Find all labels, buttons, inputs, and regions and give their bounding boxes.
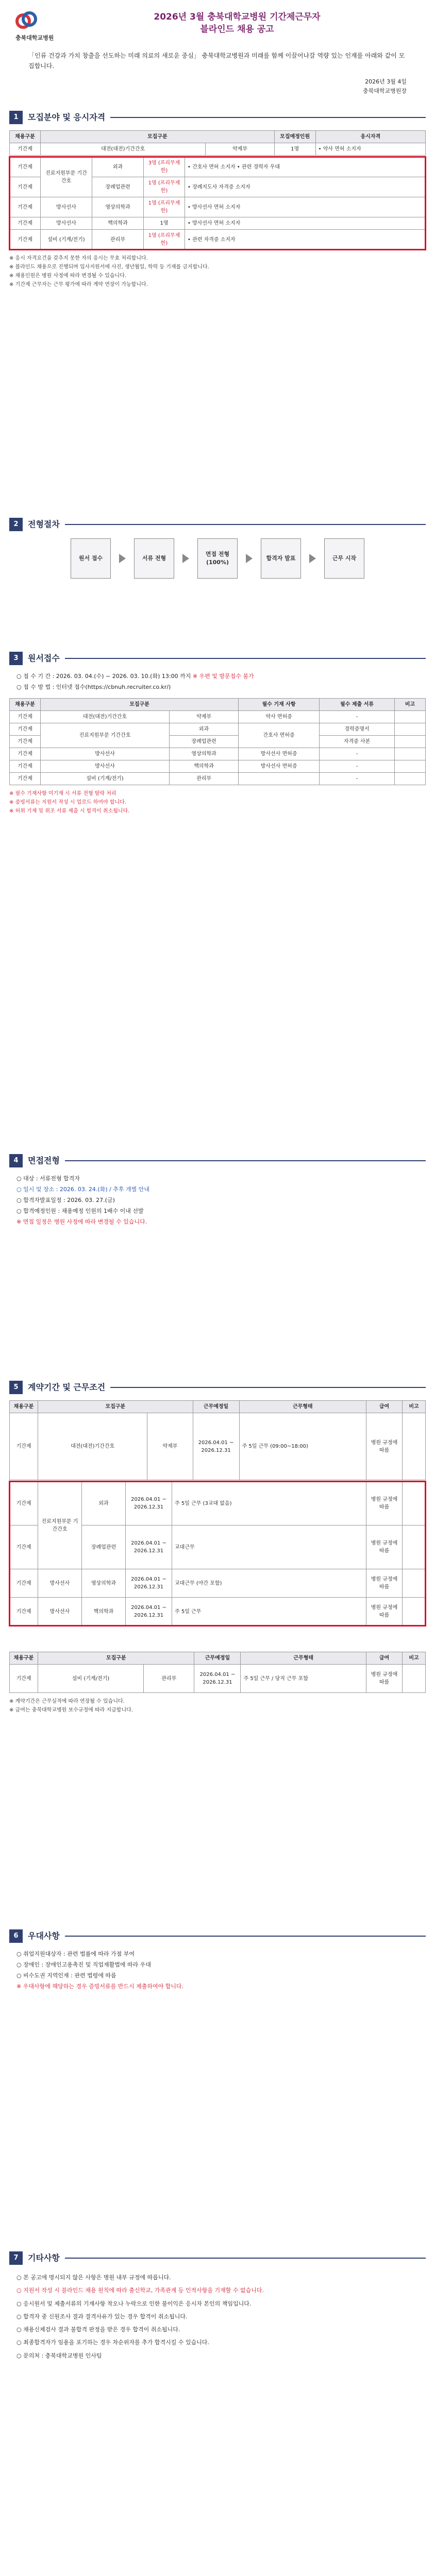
cell: 핵의학과 bbox=[170, 760, 239, 772]
cell bbox=[403, 1526, 426, 1569]
table-row bbox=[10, 772, 426, 785]
section-number: 4 bbox=[9, 1154, 23, 1167]
table-row bbox=[10, 157, 426, 177]
section-divider bbox=[65, 658, 426, 659]
item-text: 대상 : 서류전형 합격자 bbox=[23, 1175, 80, 1182]
cell: 간호사 면허증 bbox=[239, 723, 320, 748]
arrow-right-icon bbox=[119, 554, 126, 563]
section-number: 5 bbox=[9, 1381, 23, 1394]
th: 급여 bbox=[366, 1401, 403, 1413]
intro-text: 「인류 건강과 가치 창출을 선도하는 미래 의료의 새로운 중심」 충북대학교병원과 미래를 함께 이끌어나갈 역량 있는 인재를 아래와 같이 모집합니다. bbox=[28, 52, 405, 70]
recruitment-table-highlight bbox=[9, 157, 426, 250]
cell: 기간제 bbox=[10, 143, 41, 156]
cell: 핵의학과 bbox=[92, 217, 144, 230]
list-item: ○ 문의처 : 충북대학교병원 인사팀 bbox=[16, 2352, 102, 2359]
cell: 2026.04.01 ~ 2026.12.31 bbox=[126, 1569, 172, 1598]
cell: • 방사선사 면허 소지자 bbox=[185, 217, 426, 230]
table-row bbox=[10, 1413, 426, 1480]
contract-table bbox=[9, 1400, 426, 1480]
section-header bbox=[9, 652, 426, 665]
cell: 방사선사 bbox=[41, 760, 170, 772]
section-process bbox=[9, 518, 426, 579]
cell: 장례업관련 bbox=[82, 1526, 126, 1569]
process-step: 서류 전형 bbox=[134, 538, 174, 579]
cell: 기간제 bbox=[10, 177, 41, 197]
cell: 영상의학과 bbox=[82, 1569, 126, 1598]
process-step: 근무 시작 bbox=[324, 538, 364, 579]
list-item: ○ 합격예정인원 : 채용예정 인원의 1배수 이내 선발 bbox=[16, 1207, 144, 1214]
cell: 교대근무 bbox=[172, 1526, 366, 1569]
item-text: 지원서 작성 시 블라인드 채용 원칙에 따라 출신학교, 가족관계 등 인적사항을 기재할 수 없습니다. bbox=[23, 2287, 264, 2294]
note-line: ※ 블라인드 채용으로 진행되며 입사지원서에 사진, 생년월일, 학력 등 기재를 금지합니다. bbox=[9, 264, 209, 270]
cell: - bbox=[320, 772, 395, 785]
th: 채용구분 bbox=[10, 1401, 38, 1413]
recruitment-table bbox=[9, 130, 426, 156]
th: 응시자격 bbox=[315, 131, 425, 143]
cell: 기간제 bbox=[10, 735, 41, 748]
th: 채용구분 bbox=[10, 131, 41, 143]
cell: • 관련 자격증 소지자 bbox=[185, 230, 426, 250]
cell: 기간제 bbox=[10, 1526, 38, 1569]
section-title: 원서접수 bbox=[28, 653, 60, 663]
method-text: 접 수 방 법 : 인터넷 접수(https://cbnuh.recruiter.co.kr/) bbox=[23, 683, 171, 690]
section-number: 6 bbox=[9, 1929, 23, 1943]
cell: 1명 (프리무제한) bbox=[144, 177, 185, 197]
table-row bbox=[10, 710, 426, 723]
list-item: ○ 지원서 작성 시 블라인드 채용 원칙에 따라 출신학교, 가족관계 등 인적사항을 기재할 수 없습니다. bbox=[16, 2287, 264, 2294]
misc-info bbox=[9, 2271, 426, 2362]
cell: • 장례지도사 자격증 소지자 bbox=[185, 177, 426, 197]
section-title: 계약기간 및 근무조건 bbox=[28, 1382, 106, 1392]
section-divider bbox=[110, 117, 426, 118]
cell bbox=[403, 1665, 426, 1693]
th: 급여 bbox=[366, 1652, 403, 1665]
table-row bbox=[10, 143, 426, 156]
section-divider bbox=[110, 1387, 426, 1388]
cell: 기간제 bbox=[10, 760, 41, 772]
arrow-right-icon bbox=[182, 554, 189, 563]
cell: • 방사선사 면허 소지자 bbox=[185, 197, 426, 217]
list-item: ○ 최종합격자가 임용을 포기하는 경우 차순위자를 추가 합격시킬 수 있습니다. bbox=[16, 2339, 209, 2346]
section-header bbox=[9, 111, 426, 124]
process-flow bbox=[9, 538, 426, 579]
section-header bbox=[9, 518, 426, 531]
th: 필수 제출 서류 bbox=[320, 698, 395, 710]
announcement-date-block bbox=[363, 77, 407, 95]
list-item: ○ 합격자발표일정 : 2026. 03. 27.(금) bbox=[16, 1196, 115, 1204]
section-recruitment bbox=[9, 111, 426, 289]
cell: 장례업관련 bbox=[170, 735, 239, 748]
item-text: 장애인 : 장애인고용촉진 및 직업재활법에 따라 우대 bbox=[23, 1961, 151, 1968]
cell: 2026.04.01 ~ 2026.12.31 bbox=[194, 1665, 241, 1693]
cell: 경력증명서 bbox=[320, 723, 395, 735]
note-line: ※ 급여는 충북대학교병원 보수규정에 따라 지급합니다. bbox=[9, 1707, 133, 1713]
cell: 교대근무 (야간 포함) bbox=[172, 1569, 366, 1598]
cell: 방사선사 bbox=[41, 197, 92, 217]
cell: 병원 규정에 따름 bbox=[366, 1598, 403, 1626]
list-item: ○ 장애인 : 장애인고용촉진 및 직업재활법에 따라 우대 bbox=[16, 1961, 151, 1968]
section-divider bbox=[65, 1160, 426, 1161]
th: 채용구분 bbox=[10, 1652, 38, 1665]
table-row bbox=[10, 1598, 426, 1626]
cell: 관리부 bbox=[144, 1665, 194, 1693]
cell: 2026.04.01 ~ 2026.12.31 bbox=[126, 1598, 172, 1626]
cell: 관리부 bbox=[170, 772, 239, 785]
cell: 관리부 bbox=[92, 230, 144, 250]
item-text: 취업지원대상자 : 관련 법률에 따라 가점 부여 bbox=[23, 1951, 135, 1957]
cell: 1명 bbox=[274, 143, 315, 156]
table-row bbox=[10, 723, 426, 735]
table-row bbox=[10, 1482, 426, 1526]
cell: 1명 bbox=[144, 217, 185, 230]
cell bbox=[403, 1569, 426, 1598]
process-step: 원서 접수 bbox=[71, 538, 111, 579]
cell: 방사선사 면허증 bbox=[239, 760, 320, 772]
title-line-2: 블라인드 채용 공고 bbox=[200, 24, 274, 35]
cell bbox=[395, 735, 426, 748]
cell: 기간제 bbox=[10, 772, 41, 785]
th: 비고 bbox=[403, 1652, 426, 1665]
item-text: 응시원서 및 제출서류의 기재사항 착오나 누락으로 인한 불이익은 응시자 본인의 책임입니다. bbox=[23, 2300, 252, 2307]
th: 모집구분 bbox=[41, 131, 275, 143]
section-title: 전형절차 bbox=[28, 519, 60, 529]
cell: 병원 규정에 따름 bbox=[366, 1526, 403, 1569]
section-header bbox=[9, 2251, 426, 2265]
note-line: ※ 응시 자격요건을 갖추지 못한 자의 응시는 무효 처리합니다. bbox=[9, 256, 148, 261]
cell: 기간제 bbox=[10, 1413, 38, 1480]
table-row bbox=[10, 230, 426, 250]
section-interview bbox=[9, 1154, 426, 1227]
cell: 1명 (프리무제한) bbox=[144, 197, 185, 217]
th: 근무예정일 bbox=[193, 1401, 239, 1413]
cell: 기간제 bbox=[10, 1665, 38, 1693]
cell bbox=[395, 748, 426, 760]
interview-info bbox=[9, 1174, 426, 1227]
period-text: 접 수 기 간 : 2026. 03. 04.(수) ~ 2026. 03. 10.(화) 13:00 까지 bbox=[23, 673, 191, 680]
section-title: 우대사항 bbox=[28, 1931, 60, 1941]
section-number: 1 bbox=[9, 111, 23, 124]
announcement-date: 2026년 3월 4일 bbox=[365, 78, 407, 85]
red-note: ※ 우대사항에 해당하는 경우 증빙서류를 반드시 제출하여야 합니다. bbox=[16, 1982, 184, 1990]
cell: 약제부 bbox=[206, 143, 274, 156]
list-item: ○ 일시 및 장소 : 2026. 03. 24.(화) / 추후 개별 안내 bbox=[16, 1185, 150, 1193]
cell: 장례업관련 bbox=[92, 177, 144, 197]
cell: 기간제 bbox=[10, 217, 41, 230]
cell: 진료지원부문 기간간호 bbox=[41, 723, 170, 748]
cell: 2026.04.01 ~ 2026.12.31 bbox=[126, 1526, 172, 1569]
cell: 1명 (프리무제한) bbox=[144, 230, 185, 250]
cell: 대전(대전)기간간호 bbox=[38, 1413, 147, 1480]
th: 모집예정인원 bbox=[274, 131, 315, 143]
cell: 핵의학과 bbox=[82, 1598, 126, 1626]
cell: 설비 (기계/전기) bbox=[41, 772, 170, 785]
cell: 외과 bbox=[170, 723, 239, 735]
recruitment-notes bbox=[9, 254, 426, 289]
section-title: 면접전형 bbox=[28, 1156, 60, 1165]
cell bbox=[395, 710, 426, 723]
cell: • 간호사 면허 소지자 • 관련 경력자 우대 bbox=[185, 157, 426, 177]
cell: 주 5일 근무 / 당직 근무 포함 bbox=[241, 1665, 366, 1693]
note-line: ※ 허위 기재 및 위조 서류 제출 시 합격이 취소됩니다. bbox=[9, 808, 130, 814]
list-item: ○ 합격자 중 신원조사 결과 결격사유가 있는 경우 합격이 취소됩니다. bbox=[16, 2313, 188, 2320]
item-text: 문의처 : 충북대학교병원 인사팀 bbox=[23, 2352, 102, 2359]
preference-info bbox=[9, 1949, 426, 1992]
cell bbox=[403, 1598, 426, 1626]
cell: 기간제 bbox=[10, 1482, 38, 1526]
announcement-org: 충북대학교병원장 bbox=[362, 87, 407, 94]
item-text: 합격자 중 신원조사 결과 결격사유가 있는 경우 합격이 취소됩니다. bbox=[23, 2313, 188, 2320]
table-row bbox=[10, 1569, 426, 1598]
application-method: ○ 접 수 방 법 : 인터넷 접수(https://cbnuh.recruiter.co.kr/) bbox=[16, 683, 171, 690]
cell: 약제부 bbox=[147, 1413, 193, 1480]
th: 비고 bbox=[395, 698, 426, 710]
cell: 대전(대전)기간간호 bbox=[41, 143, 206, 156]
section-number: 3 bbox=[9, 652, 23, 665]
application-notes bbox=[9, 789, 426, 816]
cell bbox=[395, 760, 426, 772]
table-row bbox=[10, 197, 426, 217]
section-header bbox=[9, 1154, 426, 1167]
table-row bbox=[10, 760, 426, 772]
cell: 영상의학과 bbox=[92, 197, 144, 217]
cell: 약제부 bbox=[170, 710, 239, 723]
cell bbox=[403, 1413, 426, 1480]
note-line: ※ 기간제 근무자는 근무 평가에 따라 계약 연장이 가능합니다. bbox=[9, 282, 148, 287]
th: 필수 기재 사항 bbox=[239, 698, 320, 710]
page-title bbox=[139, 11, 335, 36]
cell: - bbox=[320, 710, 395, 723]
note-line: ※ 필수 기재사항 미기재 시 서류 전형 탈락 처리 bbox=[9, 790, 116, 796]
th: 비고 bbox=[403, 1401, 426, 1413]
cell: 방사선사 bbox=[41, 217, 92, 230]
cell: 기간제 bbox=[10, 748, 41, 760]
cell: 병원 규정에 따름 bbox=[366, 1482, 403, 1526]
cell: 병원 규정에 따름 bbox=[366, 1413, 403, 1480]
item-text: 채용신체검사 결과 불합격 판정을 받은 경우 합격이 취소됩니다. bbox=[23, 2326, 180, 2333]
cell: 영상의학과 bbox=[170, 748, 239, 760]
cell: 기간제 bbox=[10, 1598, 38, 1626]
cell: 기간제 bbox=[10, 197, 41, 217]
cell: 방사선사 면허증 bbox=[239, 748, 320, 760]
section-misc bbox=[9, 2251, 426, 2362]
table-row bbox=[10, 217, 426, 230]
red-note: ※ 면접 일정은 병원 사정에 따라 변경될 수 있습니다. bbox=[16, 1218, 147, 1225]
cell: 외과 bbox=[92, 157, 144, 177]
logo-text: 충북대학교병원 bbox=[15, 35, 54, 41]
th: 채용구분 bbox=[10, 698, 41, 710]
cell: 기간제 bbox=[10, 157, 41, 177]
cell: 기간제 bbox=[10, 723, 41, 735]
cell bbox=[395, 772, 426, 785]
cell: 주 5일 근무 bbox=[172, 1598, 366, 1626]
list-item: ○ 대상 : 서류전형 합격자 bbox=[16, 1175, 80, 1182]
list-item: ○ 채용신체검사 결과 불합격 판정을 받은 경우 합격이 취소됩니다. bbox=[16, 2326, 180, 2333]
table-row bbox=[10, 1665, 426, 1693]
item-text: 비수도권 지역인재 : 관련 법령에 따름 bbox=[23, 1972, 116, 1979]
cell: • 약사 면허 소지자 bbox=[315, 143, 425, 156]
cell: 병원 규정에 따름 bbox=[366, 1569, 403, 1598]
hospital-logo bbox=[15, 10, 82, 43]
list-item: ○ 응시원서 및 제출서류의 기재사항 착오나 누락으로 인한 불이익은 응시자 본인의 책임입니다. bbox=[16, 2300, 252, 2307]
list-item: ○ 취업지원대상자 : 관련 법률에 따라 가점 부여 bbox=[16, 1951, 135, 1957]
cell: 외과 bbox=[82, 1482, 126, 1526]
cell bbox=[239, 772, 320, 785]
cell: 주 5일 근무 (3교대 없음) bbox=[172, 1482, 366, 1526]
item-text: 합격자발표일정 : 2026. 03. 27.(금) bbox=[23, 1196, 115, 1204]
cell: 자격증 사본 bbox=[320, 735, 395, 748]
red-note: ※ 우편 및 방문접수 불가 bbox=[192, 673, 254, 680]
title-line-1: 2026년 3월 충북대학교병원 기간제근무자 bbox=[154, 12, 321, 22]
cell: 2026.04.01 ~ 2026.12.31 bbox=[193, 1413, 239, 1480]
cell: 3명 (프리무제한) bbox=[144, 157, 185, 177]
process-step: 면접 전형 (100%) bbox=[197, 538, 238, 579]
cell bbox=[403, 1482, 426, 1526]
section-application bbox=[9, 652, 426, 816]
contract-table-highlight bbox=[9, 1481, 426, 1626]
cell: 2026.04.01 ~ 2026.12.31 bbox=[126, 1482, 172, 1526]
cell: 약사 면허증 bbox=[239, 710, 320, 723]
table-row bbox=[10, 748, 426, 760]
item-text: 일시 및 장소 : 2026. 03. 24.(화) / 추후 개별 안내 bbox=[23, 1185, 150, 1193]
cell: 설비 (기계/전기) bbox=[41, 230, 92, 250]
application-period: ○ 접 수 기 간 : 2026. 03. 04.(수) ~ 2026. 03. 10.(화) 13:00 까지 ※ 우편 및 방문접수 불가 bbox=[16, 673, 254, 680]
th: 근무예정일 bbox=[194, 1652, 241, 1665]
note-line: ※ 채용인원은 병원 사정에 따라 변경될 수 있습니다. bbox=[9, 273, 127, 279]
cell: 진료지원부문 기간간호 bbox=[38, 1482, 82, 1569]
arrow-right-icon bbox=[246, 554, 253, 563]
section-number: 7 bbox=[9, 2251, 23, 2265]
logo-mark-icon bbox=[15, 10, 38, 33]
cell: 기간제 bbox=[10, 1569, 38, 1598]
list-item: ○ 비수도권 지역인재 : 관련 법령에 따름 bbox=[16, 1972, 116, 1979]
list-item: ○ 본 공고에 명시되지 않은 사항은 병원 내부 규정에 따릅니다. bbox=[16, 2274, 171, 2281]
section-header bbox=[9, 1929, 426, 1943]
cell bbox=[395, 723, 426, 735]
th: 모집구분 bbox=[38, 1401, 193, 1413]
note-line: ※ 계약기간은 근무실적에 따라 연장될 수 있습니다. bbox=[9, 1699, 125, 1704]
contract-notes bbox=[9, 1697, 426, 1715]
item-text: 최종합격자가 임용을 포기하는 경우 차순위자를 추가 합격시킬 수 있습니다. bbox=[23, 2339, 209, 2346]
th: 모집구분 bbox=[41, 698, 239, 710]
cell: 진료지원부문 기간간호 bbox=[41, 157, 92, 197]
cell: 설비 (기계/전기) bbox=[38, 1665, 144, 1693]
item-text: 합격예정인원 : 채용예정 인원의 1배수 이내 선발 bbox=[23, 1207, 144, 1214]
cell: 기간제 bbox=[10, 710, 41, 723]
section-contract bbox=[9, 1381, 426, 1715]
section-title: 모집분야 및 응시자격 bbox=[28, 112, 106, 122]
section-divider bbox=[65, 2258, 426, 2259]
section-header bbox=[9, 1381, 426, 1394]
cell: 방사선사 bbox=[38, 1569, 82, 1598]
cell: 주 5일 근무 (09:00~18:00) bbox=[239, 1413, 366, 1480]
section-title: 기타사항 bbox=[28, 2253, 60, 2263]
cell: 방사선사 bbox=[38, 1598, 82, 1626]
process-step: 합격자 발표 bbox=[261, 538, 301, 579]
required-docs-table bbox=[9, 698, 426, 785]
section-divider bbox=[65, 524, 426, 525]
cell: - bbox=[320, 748, 395, 760]
th: 모집구분 bbox=[38, 1652, 194, 1665]
contract-table-2 bbox=[9, 1652, 426, 1693]
cell: 대전(대전)기간간호 bbox=[41, 710, 170, 723]
section-preference bbox=[9, 1929, 426, 1992]
th: 근무형태 bbox=[241, 1652, 366, 1665]
application-info bbox=[9, 671, 426, 693]
cell: - bbox=[320, 760, 395, 772]
item-text: 본 공고에 명시되지 않은 사항은 병원 내부 규정에 따릅니다. bbox=[23, 2274, 171, 2281]
arrow-right-icon bbox=[309, 554, 316, 563]
section-number: 2 bbox=[9, 518, 23, 531]
section-divider bbox=[65, 1936, 426, 1937]
note-line: ※ 증빙서류는 지원서 작성 시 업로드 하여야 합니다. bbox=[9, 799, 127, 805]
header bbox=[0, 0, 435, 103]
cell: 병원 규정에 따름 bbox=[366, 1665, 403, 1693]
cell: 기간제 bbox=[10, 230, 41, 250]
cell: 방사선사 bbox=[41, 748, 170, 760]
th: 근무형태 bbox=[239, 1401, 366, 1413]
